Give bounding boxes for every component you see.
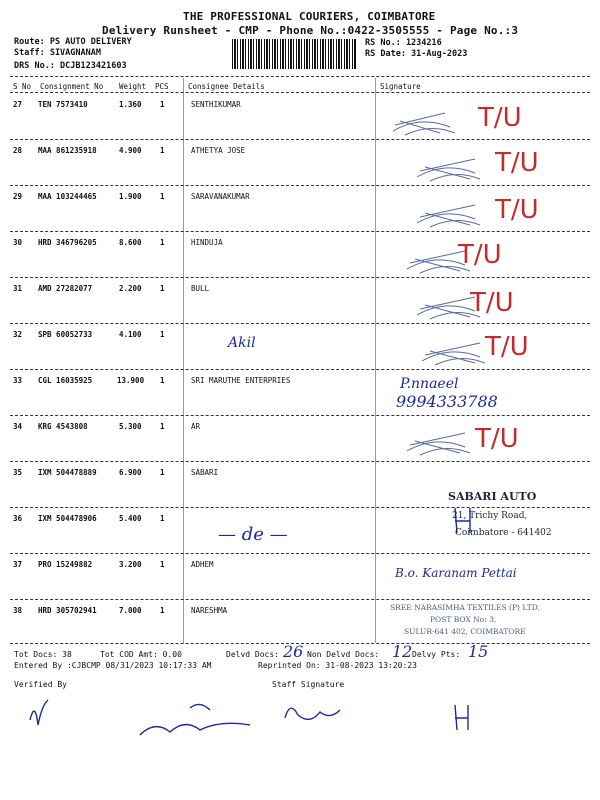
row-consignment: HRD 305702941 [38,606,97,615]
scribble-32 [422,343,485,365]
row-pcs: 1 [160,422,165,431]
tu-mark: T/U [458,240,502,270]
delivered-docs-count: 26 [283,642,304,661]
row-consignee: AR [191,422,201,431]
row-sno: 32 [13,330,23,339]
row-sno: 28 [13,146,23,155]
row-consignment: SPB 60052733 [38,330,93,339]
col-weight: Weight [119,82,147,91]
stamp-sabari-line1: SABARI AUTO [448,490,537,503]
row-consignee: SENTHIKUMAR [191,100,241,109]
row-weight: 7.000 [119,606,142,615]
scribble-34 [407,433,470,455]
entered-by: Entered By :CJBCMP 08/31/2023 10:17:33 AM [14,661,212,670]
route-label: Route: PS AUTO DELIVERY [14,37,132,47]
stamp-textiles-line1: SREE NARASIMHA TEXTILES (P) LTD. [390,603,540,612]
row-consignment: IXM 504478906 [38,514,97,523]
col-pcs: PCS [155,82,169,91]
staff-signature-label: Staff Signature [272,680,345,689]
row-pcs: 1 [160,514,165,523]
row-weight: 1.900 [119,192,142,201]
company-name: THE PROFESSIONAL COURIERS, COIMBATORE [183,10,436,23]
verified-signature [30,700,48,725]
row-sno: 36 [13,514,23,523]
tu-mark: T/U [495,195,539,225]
stamp-textiles-line3: SULUR-641 402, COIMBATORE [404,627,526,636]
non-delivered-docs-label: Non Delvd Docs: [307,650,380,659]
row-consignee: SRI MARUTHE ENTERPRIES [191,376,291,385]
tu-mark: T/U [485,332,529,362]
row-consignment: MAA 103244465 [38,192,97,201]
row-weight: 1.360 [119,100,142,109]
row-weight: 4.900 [119,146,142,155]
reprinted-on: Reprinted On: 31-08-2023 13:20:23 [258,661,417,670]
row-weight: 2.200 [119,284,142,293]
handwritten-phone: 9994333788 [396,392,498,411]
row-weight: 5.300 [119,422,142,431]
scribble-28 [417,159,480,181]
handwritten-row36: — de — [218,524,288,545]
row-pcs: 1 [160,560,165,569]
scribble-29 [417,205,480,227]
row-pcs: 1 [160,238,165,247]
barcode [232,39,357,69]
row-consignment: HRD 346796205 [38,238,97,247]
row-consignment: KRG 4543808 [38,422,88,431]
row-consignee: ATHETYA JOSE [191,146,246,155]
delivery-points-label: Delvy Pts: [412,650,461,659]
rs-date: RS Date: 31-Aug-2023 [365,49,468,59]
row-consignee: NARESHMA [191,606,228,615]
stamp-sabari-line3: Coimbatore - 641402 [455,528,552,538]
col-consignment: Consignment No [40,82,104,91]
row-weight: 8.600 [119,238,142,247]
rs-number: RS No.: 1234216 [365,38,442,48]
row-weight: 13.900 [117,376,145,385]
drs-number: DRS No.: DCJB123421603 [14,61,127,71]
row-consignee: BULL [191,284,210,293]
row-sno: 31 [13,284,23,293]
row-sno: 37 [13,560,23,569]
header-rule [10,76,590,77]
row-consignment: TEN 7573410 [38,100,88,109]
row-consignment: PRO 15249882 [38,560,93,569]
row-sno: 35 [13,468,23,477]
row-consignment: MAA 861235918 [38,146,97,155]
tu-mark: T/U [495,148,539,178]
delivery-points-count: 15 [468,642,489,661]
staff-signature-2 [285,708,340,719]
row-sno: 34 [13,422,23,431]
delivered-docs-label: Delvd Docs: [226,650,279,659]
row-pcs: 1 [160,606,165,615]
row-sno: 33 [13,376,23,385]
row-weight: 4.100 [119,330,142,339]
col-signature: Signature [380,82,421,91]
row-weight: 3.200 [119,560,142,569]
row-pcs: 1 [160,146,165,155]
row-sno: 29 [13,192,23,201]
row-sno: 30 [13,238,23,247]
row-consignee: SABARI [191,468,219,477]
staff-label: Staff: SIVAGNANAM [14,48,101,58]
row-sno: 27 [13,100,23,109]
row-sno: 38 [13,606,23,615]
col-consignee: Consignee Details [188,82,265,91]
row-pcs: 1 [160,330,165,339]
staff-signature-1 [140,704,250,735]
tu-mark: T/U [470,288,514,318]
footer-signatures [20,690,580,760]
row-consignment: IXM 504478889 [38,468,97,477]
row-consignment: CGL 16035925 [38,376,93,385]
tu-mark: T/U [478,103,522,133]
non-delivered-docs-count: 12 [392,642,413,661]
total-cod: Tot COD Amt: 0.00 [100,650,182,659]
tu-mark: T/U [475,424,519,454]
total-docs: Tot Docs: 38 [14,650,72,659]
row-weight: 6.900 [119,468,142,477]
handwritten-row37: B.o. Karanam Pettai [395,566,517,580]
verified-by-label: Verified By [14,680,67,689]
row-weight: 5.400 [119,514,142,523]
row-consignee: SARAVANAKUMAR [191,192,250,201]
row-consignee: HINDUJA [191,238,223,247]
row-consignee: ADHEM [191,560,214,569]
staff-signature-3 [455,705,468,730]
handwritten-receiver: P.nnaeel [400,376,459,392]
stamp-textiles-line2: POST BOX No: 3, [430,615,497,624]
row-pcs: 1 [160,376,165,385]
handwritten-akil: Akil [228,335,256,351]
stamp-sabari-line2: 21, Trichy Road, [452,511,528,521]
row-consignment: AMD 27282077 [38,284,93,293]
scribble-27 [393,113,455,135]
row-pcs: 1 [160,100,165,109]
runsheet-title: Delivery Runsheet - CMP - Phone No.:0422-3505555 - Page No.:3 [102,24,519,37]
row-pcs: 1 [160,284,165,293]
col-sno: S No [13,82,32,91]
row-pcs: 1 [160,192,165,201]
row-pcs: 1 [160,468,165,477]
